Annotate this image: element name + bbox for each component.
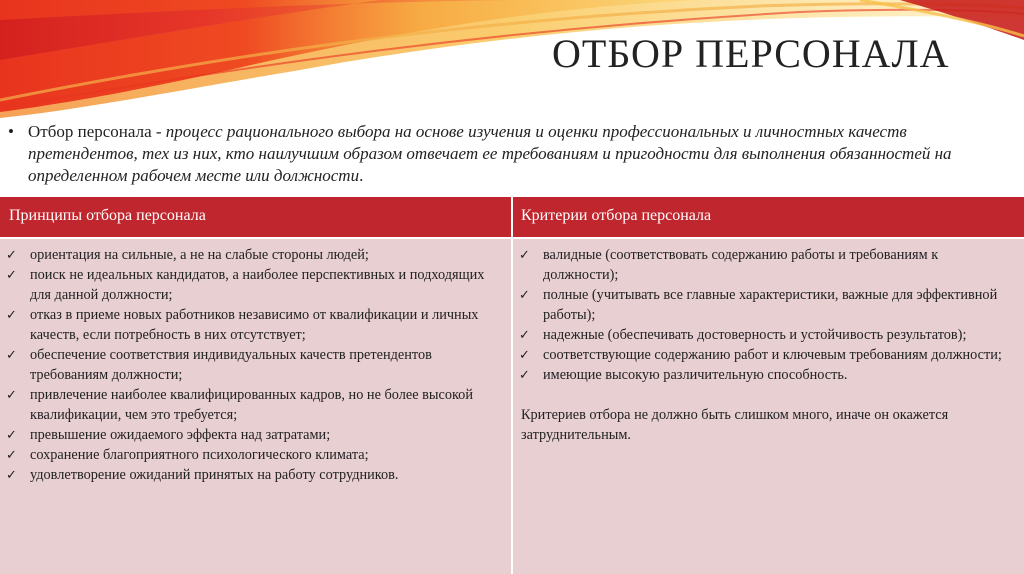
list-item <box>517 345 1017 365</box>
check-icon: ✓ <box>519 327 530 342</box>
check-icon: ✓ <box>6 347 17 362</box>
principles-header: Принципы отбора персонала <box>9 207 206 224</box>
list-item-text: превышение ожидаемого эффекта над затратами; <box>30 427 331 443</box>
definition-end: . <box>359 166 364 185</box>
list-item <box>4 465 504 485</box>
check-icon: ✓ <box>6 427 17 442</box>
list-item-text: поиск не идеальных кандидатов, а наиболее перспективных и подходящих для данной должности; <box>30 267 485 303</box>
definition-description: процесс рационального выбора на основе изучения и оценки профессиональных и личностных качеств претендентов, тех из них, кто наилучшим образом отвечает ее требованиям и пригодности для выполнения обязанностей на определенном рабочем месте или должности <box>28 122 952 185</box>
list-item-text: валидные (соответствовать содержанию работы и требованиям к должности); <box>543 247 939 283</box>
bullet: • <box>8 122 14 141</box>
criteria-list <box>517 245 1017 385</box>
principles-list <box>4 245 504 485</box>
check-icon: ✓ <box>519 287 530 302</box>
list-item <box>517 245 1017 285</box>
check-icon: ✓ <box>6 447 17 462</box>
check-icon: ✓ <box>6 267 17 282</box>
check-icon: ✓ <box>6 387 17 402</box>
check-icon: ✓ <box>519 367 530 382</box>
page-title: ОТБОР ПЕРСОНАЛА <box>552 31 950 76</box>
list-item <box>4 445 504 465</box>
principles-column <box>4 245 504 485</box>
list-item-text: сохранение благоприятного психологического климата; <box>30 447 369 463</box>
list-item <box>4 245 504 265</box>
selection-table <box>0 197 1024 574</box>
check-icon: ✓ <box>6 307 17 322</box>
definition-term: Отбор персонала - <box>28 122 166 141</box>
definition-text <box>28 121 1008 187</box>
column-divider <box>511 197 513 574</box>
list-item <box>517 365 1017 385</box>
list-item-text: полные (учитывать все главные характеристики, важные для эффективной работы); <box>543 287 998 323</box>
list-item-text: надежные (обеспечивать достоверность и устойчивость результатов); <box>543 327 967 343</box>
list-item <box>517 325 1017 345</box>
list-item-text: привлечение наиболее квалифицированных кадров, но не более высокой квалификации, чем это требуется; <box>30 387 473 423</box>
list-item-text: отказ в приеме новых работников независимо от квалификации и личных качеств, если потребность в них отсутствует; <box>30 307 479 343</box>
criteria-header: Критерии отбора персонала <box>521 207 712 224</box>
list-item <box>517 285 1017 325</box>
list-item <box>4 265 504 305</box>
check-icon: ✓ <box>519 347 530 362</box>
list-item-text: соответствующие содержанию работ и ключевым требованиям должности; <box>543 347 1002 363</box>
check-icon: ✓ <box>6 247 17 262</box>
list-item <box>4 425 504 445</box>
list-item <box>4 305 504 345</box>
check-icon: ✓ <box>6 467 17 482</box>
definition-paragraph <box>8 121 1008 187</box>
list-item-text: обеспечение соответствия индивидуальных качеств претендентов требованиям должности; <box>30 347 432 383</box>
list-item-text: удовлетворение ожиданий принятых на работу сотрудников. <box>30 467 399 483</box>
list-item-text: имеющие высокую различительную способность. <box>543 367 848 383</box>
check-icon: ✓ <box>519 247 530 262</box>
list-item-text: ориентация на сильные, а не на слабые стороны людей; <box>30 247 369 263</box>
criteria-note: Критериев отбора не должно быть слишком много, иначе он окажется затруднительным. <box>521 407 949 443</box>
list-item <box>4 385 504 425</box>
criteria-column <box>517 245 1017 445</box>
list-item <box>4 345 504 385</box>
